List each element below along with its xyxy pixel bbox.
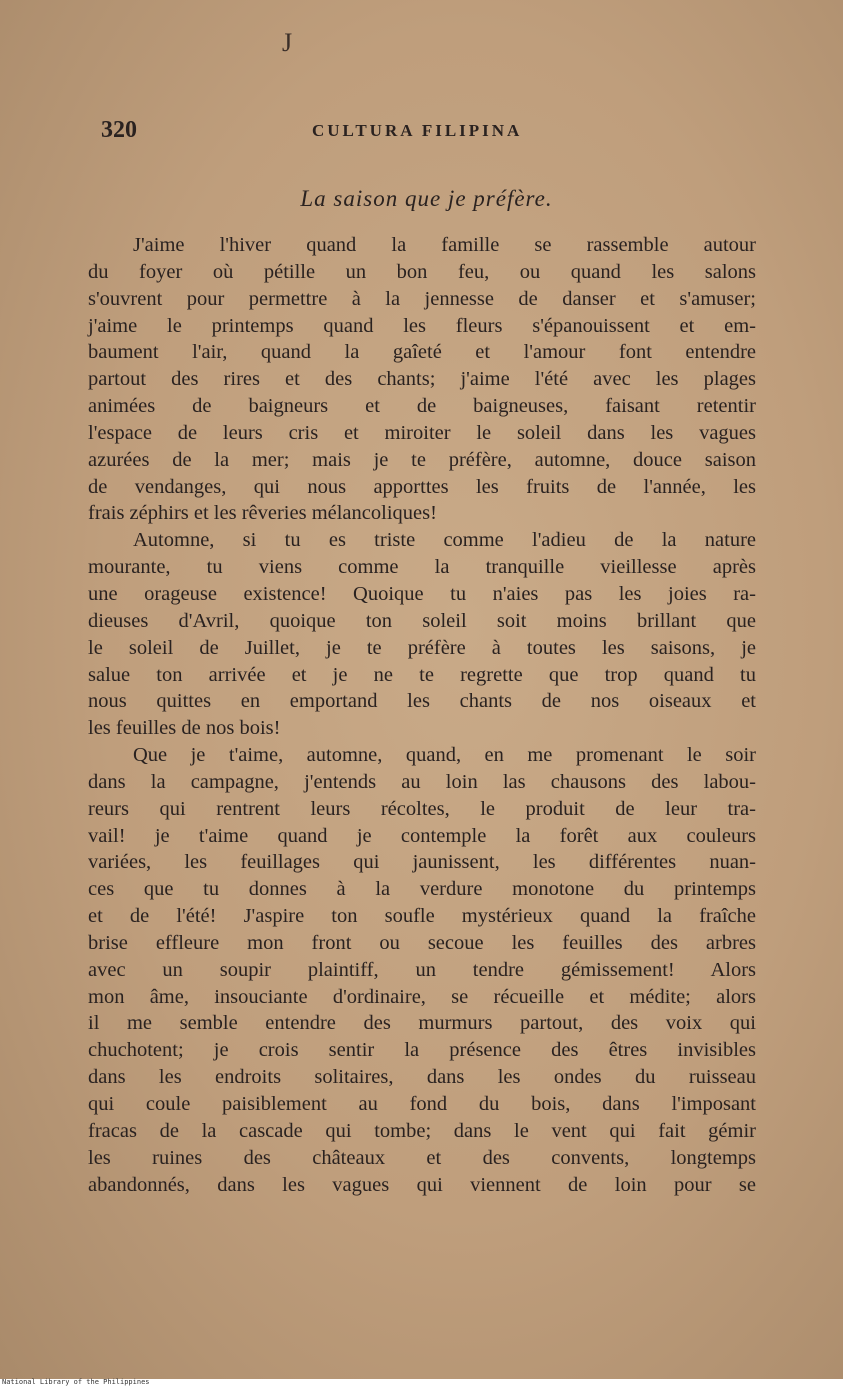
text-line: animées de baigneurs et de baigneuses, faisant retentir bbox=[88, 395, 756, 418]
text-line: frais zéphirs et les rêveries mélancoliques! bbox=[88, 502, 437, 525]
text-line: baument l'air, quand la gaîeté et l'amour font entendre bbox=[88, 341, 756, 364]
text-line: du foyer où pétille un bon feu, ou quand les salons bbox=[88, 260, 756, 283]
text-line: qui coule paisiblement au fond du bois, dans l'imposant bbox=[88, 1093, 756, 1115]
text-line: mon âme, insouciante d'ordinaire, se récueille et médite; alors bbox=[88, 985, 756, 1008]
text-line: chuchotent; je crois sentir la présence des êtres invisibles bbox=[88, 1039, 756, 1062]
text-line: une orageuse existence! Quoique tu n'aies pas les joies ra- bbox=[88, 582, 756, 605]
text-line: Automne, si tu es triste comme l'adieu de la nature bbox=[133, 529, 756, 552]
text-line: partout des rires et des chants; j'aime l'été avec les plages bbox=[88, 368, 756, 391]
text-line: dans les endroits solitaires, dans les ondes du ruisseau bbox=[88, 1066, 756, 1089]
text-line: le soleil de Juillet, je te préfère à toutes les saisons, je bbox=[88, 636, 756, 659]
text-line: brise effleure mon front ou secoue les feuilles des arbres bbox=[88, 931, 756, 954]
article-title: La saison que je préfère. bbox=[300, 186, 553, 211]
text-line: j'aime le printemps quand les fleurs s'épanouissent et em- bbox=[88, 314, 756, 337]
text-line: dans la campagne, j'entends au loin las chausons des labou- bbox=[88, 770, 756, 793]
text-line: avec un soupir plaintiff, un tendre gémissement! Alors bbox=[88, 958, 756, 981]
text-line: dieuses d'Avril, quoique ton soleil soit moins brillant que bbox=[88, 609, 756, 632]
text-line: Que je t'aime, automne, quand, en me promenant le soir bbox=[133, 744, 756, 767]
text-line: azurées de la mer; mais je te préfère, automne, douce saison bbox=[88, 448, 756, 471]
article-body bbox=[88, 232, 756, 1198]
text-line: mourante, tu viens comme la tranquille vieillesse après bbox=[88, 556, 756, 579]
page-number: 320 bbox=[101, 117, 137, 143]
text-line: salue ton arrivée et je ne te regrette que trop quand tu bbox=[88, 663, 756, 686]
page-header bbox=[0, 117, 843, 147]
text-line: les feuilles de nos bois! bbox=[88, 717, 281, 740]
text-line: abandonnés, dans les vagues qui viennent de loin pour se bbox=[88, 1173, 756, 1196]
text-line: il me semble entendre des murmurs partout, des voix qui bbox=[88, 1012, 756, 1035]
text-line: l'espace de leurs cris et miroiter le soleil dans les vagues bbox=[88, 421, 756, 444]
text-line: et de l'été! J'aspire ton soufle mystérieux quand la fraîche bbox=[88, 905, 756, 928]
footer-bar bbox=[0, 1379, 843, 1388]
text-line: les ruines des châteaux et des convents, longtemps bbox=[88, 1146, 756, 1169]
running-title: CULTURA FILIPINA bbox=[312, 121, 523, 140]
text-line: vail! je t'aime quand je contemple la forêt aux couleurs bbox=[88, 824, 756, 847]
text-line: reurs qui rentrent leurs récoltes, le produit de leur tra- bbox=[88, 797, 756, 820]
corner-mark: J bbox=[282, 28, 293, 57]
library-credit: National Library of the Philippines bbox=[2, 1378, 150, 1386]
text-line: J'aime l'hiver quand la famille se rassemble autour bbox=[133, 234, 756, 256]
text-line: fracas de la cascade qui tombe; dans le vent qui fait gémir bbox=[88, 1119, 756, 1142]
text-line: s'ouvrent pour permettre à la jennesse de danser et s'amuser; bbox=[88, 287, 756, 310]
text-line: ces que tu donnes à la verdure monotone du printemps bbox=[88, 878, 756, 901]
text-line: de vendanges, qui nous apporttes les fruits de l'année, les bbox=[88, 475, 756, 498]
text-line: variées, les feuillages qui jaunissent, les différentes nuan- bbox=[88, 851, 756, 874]
text-line: nous quittes en emportand les chants de nos oiseaux et bbox=[88, 690, 756, 713]
